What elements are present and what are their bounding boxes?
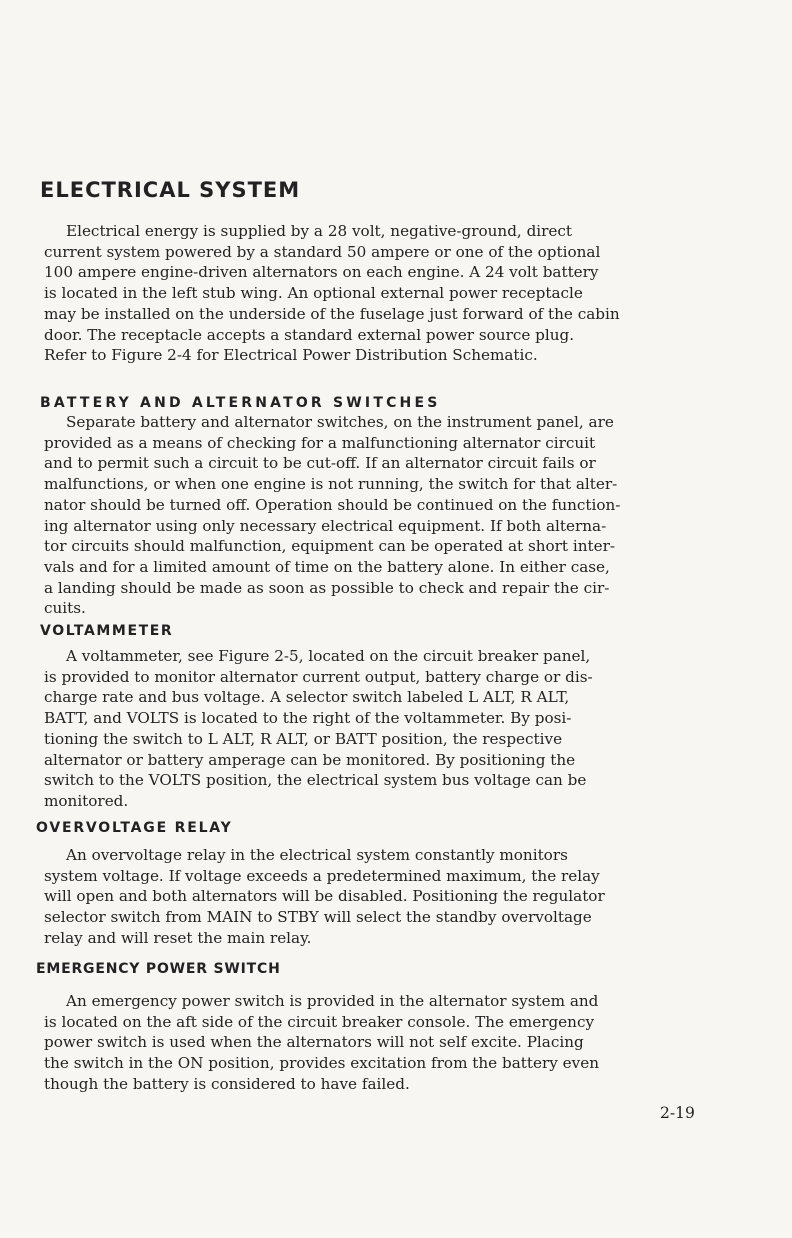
text-line: cuits. [44, 599, 86, 618]
text-line: relay and will reset the main relay. [44, 928, 312, 947]
text-line: An emergency power switch is provided in the alternator system and [66, 992, 599, 1010]
voltammeter-paragraph [44, 646, 708, 812]
text-line: is located on the aft side of the circuit breaker console. The emergency [44, 1012, 595, 1031]
text-line: may be installed on the underside of the fuselage just forward of the cabin [44, 304, 620, 323]
text-line: power switch is used when the alternators will not self excite. Placing [44, 1033, 584, 1052]
text-line: is located in the left stub wing. An optional external power receptacle [44, 284, 583, 303]
text-line: charge rate and bus voltage. A selector switch labeled L ALT, R ALT, [44, 688, 570, 707]
text-line: a landing should be made as soon as possible to check and repair the cir- [44, 578, 610, 597]
emergency-power-switch-paragraph [44, 991, 708, 1095]
text-line: A voltammeter, see Figure 2-5, located on the circuit breaker panel, [66, 647, 591, 665]
battery-alternator-switches-heading: BATTERY AND ALTERNATOR SWITCHES [40, 395, 441, 411]
text-line: door. The receptacle accepts a standard external power source plug. [44, 325, 575, 344]
text-line: tor circuits should malfunction, equipment can be operated at short inter- [44, 537, 615, 556]
emergency-power-switch-heading: EMERGENCY POWER SWITCH [36, 961, 281, 977]
text-line: BATT, and VOLTS is located to the right of the voltammeter. By posi- [44, 709, 572, 728]
electrical-system-paragraph [44, 221, 708, 366]
text-line: the switch in the ON position, provides excitation from the battery even [44, 1054, 599, 1073]
text-line: selector switch from MAIN to STBY will select the standby overvoltage [44, 908, 592, 927]
text-line: malfunctions, or when one engine is not running, the switch for that alter- [44, 475, 618, 494]
text-line: is provided to monitor alternator current output, battery charge or dis- [44, 667, 593, 686]
text-line: Separate battery and alternator switches, on the instrument panel, are [66, 413, 614, 431]
text-line: An overvoltage relay in the electrical system constantly monitors [66, 846, 568, 864]
battery-alternator-switches-paragraph [44, 412, 708, 619]
text-line: provided as a means of checking for a malfunctioning alternator circuit [44, 433, 596, 452]
voltammeter-heading: VOLTAMMETER [40, 623, 174, 639]
page-number: 2-19 [660, 1104, 695, 1122]
text-line: will open and both alternators will be disabled. Positioning the regulator [44, 887, 605, 906]
text-line: nator should be turned off. Operation should be continued on the function- [44, 495, 621, 514]
text-line: ing alternator using only necessary electrical equipment. If both alterna- [44, 516, 607, 535]
text-line: Refer to Figure 2-4 for Electrical Power Distribution Schematic. [44, 346, 538, 365]
text-line: though the battery is considered to have failed. [44, 1074, 410, 1093]
overvoltage-relay-paragraph [44, 845, 708, 949]
text-line: 100 ampere engine-driven alternators on each engine. A 24 volt battery [44, 263, 599, 282]
overvoltage-relay-heading: OVERVOLTAGE RELAY [36, 820, 233, 836]
text-line: tioning the switch to L ALT, R ALT, or BATT position, the respective [44, 729, 563, 748]
text-line: switch to the VOLTS position, the electrical system bus voltage can be [44, 771, 587, 790]
text-line: and to permit such a circuit to be cut-off. If an alternator circuit fails or [44, 454, 596, 473]
text-line: alternator or battery amperage can be monitored. By positioning the [44, 750, 576, 769]
text-line: current system powered by a standard 50 ampere or one of the optional [44, 242, 601, 261]
text-line: monitored. [44, 791, 129, 810]
text-line: system voltage. If voltage exceeds a predetermined maximum, the relay [44, 866, 600, 885]
text-line: Electrical energy is supplied by a 28 volt, negative-ground, direct [66, 222, 573, 240]
page-title: ELECTRICAL SYSTEM [40, 178, 301, 202]
text-line: vals and for a limited amount of time on the battery alone. In either case, [44, 557, 610, 576]
